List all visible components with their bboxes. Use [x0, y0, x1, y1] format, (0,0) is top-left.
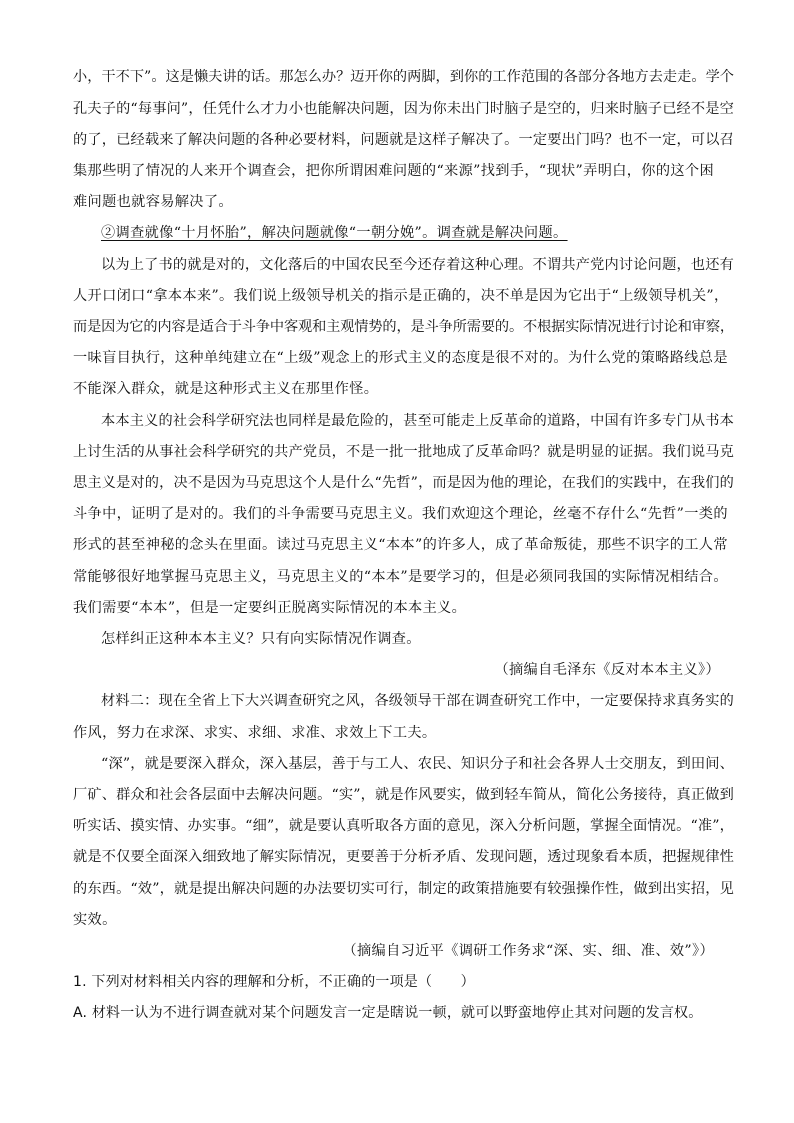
paragraph-line: 集那些明了情况的人来开个调查会，把你所谓困难问题的“来源”找到手，“现状”弄明白，你的这个困	[73, 163, 714, 179]
section-heading-2: ②调查就像“十月怀胎”，解决问题就像“一朝分娩”。调查就是解决问题。	[101, 225, 568, 241]
paragraph-line: 我们需要“本本”，但是一定要纠正脱离实际情况的本本主义。	[73, 600, 467, 616]
paragraph-line: “深”，就是要深入群众，深入基层，善于与工人、农民、知识分子和社会各界人士交朋友，到田间、	[101, 756, 734, 772]
source-citation-2: （摘编自习近平《调研工作务求“深、实、细、准、效”》）	[342, 943, 714, 959]
paragraph-line: 斗争中，证明了是对的。我们的斗争需要马克思主义。我们欢迎这个理论，丝毫不存什么“先哲”一类的	[73, 506, 728, 522]
paragraph-line: 的了，已经载来了解决问题的各种必要材料，问题就是这样子解决了。一定要出门吗？也不一定，可以召	[73, 132, 734, 148]
paragraph-line: 形式的甚至神秘的念头在里面。读过马克思主义“本本”的许多人，成了革命叛徒，那些不识字的工人常	[73, 537, 728, 553]
paragraph-line: 听实话、摸实情、办实事。“细”，就是要认真听取各方面的意见，深入分析问题，掌握全面情况。“准”，	[73, 818, 734, 834]
paragraph-line: 孔夫子的“每事问”，任凭什么才力小也能解决问题，因为你未出门时脑子是空的，归来时脑子已经不是空	[73, 101, 734, 117]
paragraph-line: 就是不仅要全面深入细致地了解实际情况，更要善于分析矛盾、发现问题，透过现象看本质，把握规律性	[73, 849, 734, 865]
paragraph-line: 的东西。“效”，就是提出解决问题的办法要切实可行，制定的政策措施要有较强操作性，做到出实招，见	[73, 881, 734, 897]
paragraph-line: 人开口闭口“拿本本来”。我们说上级领导机关的指示是正确的，决不单是因为它出于“上级领导机关”，	[73, 288, 729, 304]
paragraph-line: 常能够很好地掌握马克思主义，马克思主义的“本本”是要学习的，但是必须同我国的实际情况相结合。	[73, 569, 728, 585]
paragraph-line: 一味盲目执行，这种单纯建立在“上级”观念上的形式主义的态度是很不对的。为什么党的策略路线总是	[73, 350, 728, 366]
paragraph-line: 不能深入群众，就是这种形式主义在那里作怪。	[73, 381, 379, 397]
paragraph-line: 难问题也就容易解决了。	[73, 194, 233, 210]
option-a: A. 材料一认为不进行调查就对某个问题发言一定是瞎说一顿，就可以野蛮地停止其对问题的发言权。	[73, 1005, 703, 1021]
paragraph-line: 小，干不下”。这是懒夫讲的话。那怎么办？迈开你的两脚，到你的工作范围的各部分各地方去走走。学个	[73, 69, 734, 85]
paragraph-line: 作风，努力在求深、求实、求细、求准、求效上下工夫。	[73, 725, 437, 741]
question-stem: 1. 下列对材料相关内容的理解和分析，不正确的一项是（ ）	[73, 974, 475, 990]
paragraph-line: 厂矿、群众和社会各层面中去解决问题。“实”，就是作风要实，做到轻车简从，简化公务接待，真正做到	[73, 787, 734, 803]
paragraph-line: 本本主义的社会科学研究法也同样是最危险的，甚至可能走上反革命的道路，中国有许多专门从书本	[101, 413, 734, 429]
paragraph-line: 以为上了书的就是对的，文化落后的中国农民至今还存着这种心理。不谓共产党内讨论问题，也还有	[101, 257, 734, 273]
paragraph-line: 而是因为它的内容是适合于斗争中客观和主观情势的，是斗争所需要的。不根据实际情况进行讨论和审察，	[73, 319, 735, 335]
paragraph-line: 实效。	[73, 912, 117, 928]
paragraph-line: 怎样纠正这种本本主义？只有向实际情况作调查。	[101, 631, 421, 647]
paragraph-line: 思主义是对的，决不是因为马克思这个人是什么“先哲”，而是因为他的理论，在我们的实践中，在我们的	[73, 475, 734, 491]
source-citation-1: （摘编自毛泽东《反对本本主义》）	[494, 662, 720, 678]
paragraph-line: 上讨生活的从事社会科学研究的共产党员，不是一批一批地成了反革命吗？就是明显的证据。我们说马克	[73, 444, 734, 460]
paragraph-line: 材料二：现在全省上下大兴调查研究之风，各级领导干部在调查研究工作中，一定要保持求真务实的	[101, 693, 734, 709]
